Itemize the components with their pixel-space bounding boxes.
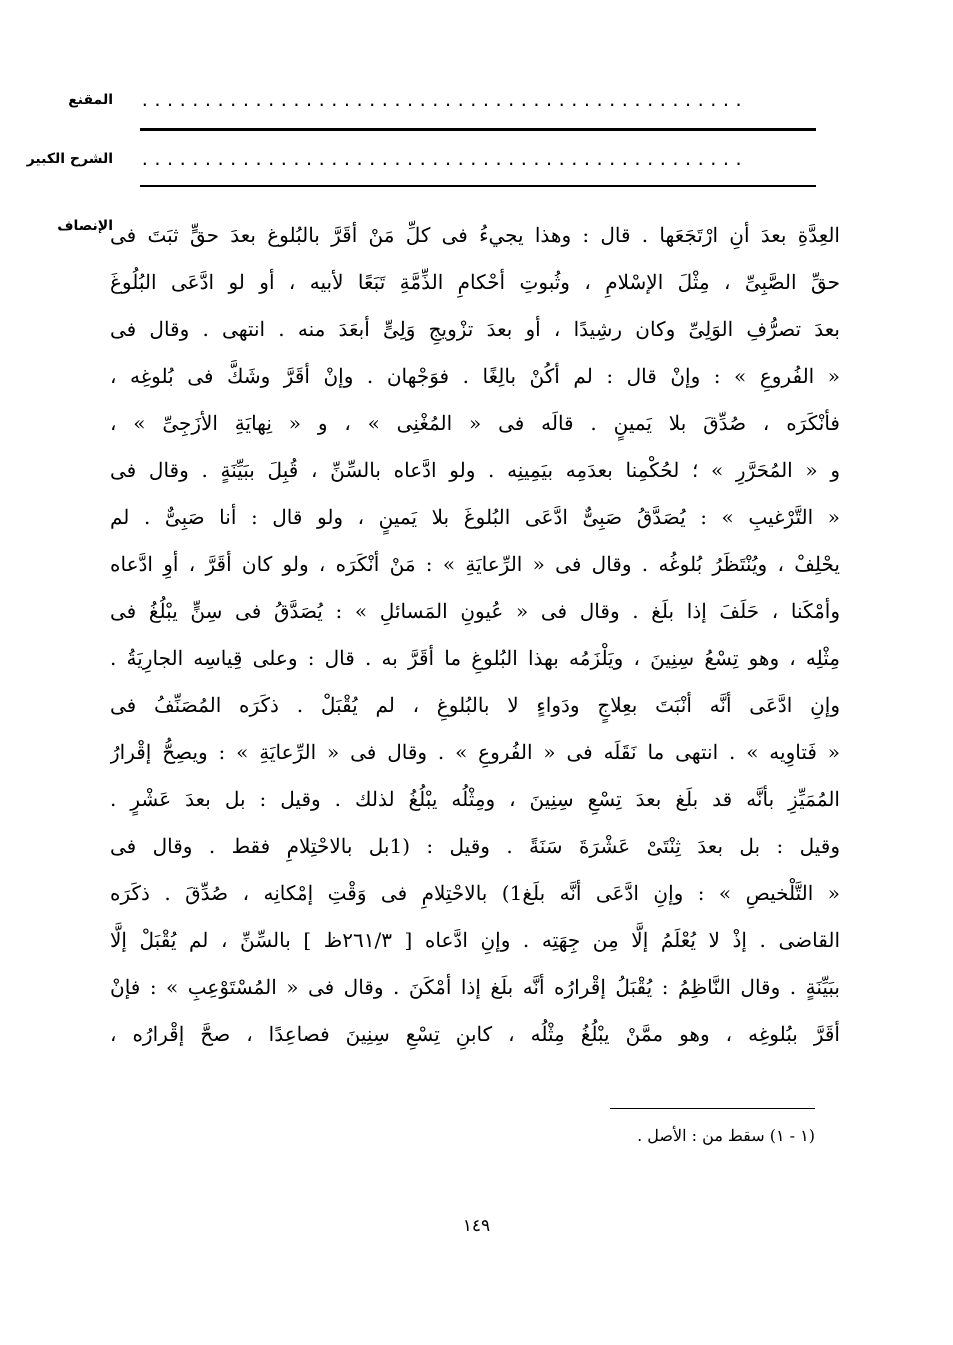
dotted-line-sharh: ................................................ (140, 155, 747, 165)
label-sharh-kabir: الشرح الكبير (26, 151, 113, 167)
text-line: « التَّلْخيصِ » : وإنِ ادَّعَى أنَّه بلَغ1) بالاحْتِلامِ فى وَقْتِ إمْكانِه ، صُدِّقَ . ذكَرَه (110, 881, 840, 905)
text-line: وأمْكَنا ، حَلَفَ إذا بلَغ . وقال فى « عُيونِ المَسائلِ » : يُصَدَّقُ فى سِنٍّ يبْلُغُ فى (110, 599, 840, 623)
main-text-block (110, 212, 840, 1092)
footnote: (١ - ١) سقط من : الأصل . (637, 1126, 815, 1145)
text-line: أقَرَّ ببُلوغِه ، وهو ممَّنْ يبْلُغُ مِثْلُه ، كابنِ تِسْعِ سِنِينَ فصاعِدًا ، صحَّ إقْرارُه ، (110, 1022, 840, 1046)
label-muqni: المقنع (68, 92, 113, 108)
text-line: « الفُروعِ » : وإنْ قال : لم أكُنْ بالِغًا . فوَجْهان . وإنْ أقَرَّ وشَكَّ فى بُلوغِه ، (110, 364, 840, 388)
text-line: المُمَيِّزِ بأنَّه قد بلَغ بعدَ تِسْعِ سِنِينَ ، ومِثْلُه يبْلُغُ لذلك . وقيل : بل بعدَ عَشْرٍ . (110, 787, 840, 811)
text-line: فأنْكَرَه ، صُدِّقَ بلا يَمينٍ . قالَه فى « المُغْنِى » ، و « نِهايَةِ الأزَجِىِّ » ، (110, 411, 840, 435)
text-line: « التَّرْغيبِ » : يُصَدَّقُ صَبِىٌّ ادَّعَى البُلوغَ بلا يَمينٍ ، ولو قال : أنا صَبِىٌّ . لم (110, 505, 840, 529)
page-number: ١٤٩ (462, 1216, 491, 1236)
section-rule-thick (140, 128, 816, 131)
section-rule (140, 185, 816, 187)
dotted-line-muqni: ................................................ (140, 96, 747, 106)
text-line: وقيل : بل بعدَ ثِنْتَىْ عَشْرَةَ سَنَةً . وقيل : (1بل بالاحْتِلامِ فقط . وقال فى (110, 834, 840, 858)
text-line: ببَيِّنَةٍ . وقال النَّاظِمُ : يُقْبَلُ إقْرارُه أنَّه بلَغ إذا أمْكَنَ . وقال فى « المُسْتَوْعِبِ » : فإنْ (110, 975, 840, 999)
text-line: مِثْلِه ، وهو تِسْعُ سِنِينَ ، ويَلْزَمُه بهذا البُلوغِ ما أقَرَّ به . قال : وعلى قِياسِه الجارِيَةُ . (110, 646, 840, 670)
text-line: وإنِ ادَّعَى أنَّه أنْبَتَ بعِلاجٍ ودَواءٍ لا بالبُلوغِ ، لم يُقْبَلْ . ذكَرَه المُصَنِّفُ فى (110, 693, 840, 717)
text-line: « فَتاوِيه » . انتهى ما نَقَلَه فى « الفُروعِ » . وقال فى « الرِّعايَةِ » : ويصِحُّ إقْرارُ (110, 740, 840, 764)
text-line: العِدَّةِ بعدَ أنِ ارْتَجَعَها . قال : وهذا يجيءُ فى كلِّ مَنْ أقَرَّ بالبُلوغ بعدَ حقٍّ ثبَتَ فى (110, 223, 840, 247)
footnote-rule (610, 1108, 815, 1109)
text-line: حقِّ الصَّبِىِّ ، مِثْلَ الإسْلامِ ، وثُبوتِ أحْكامِ الذِّمَّةِ تَبَعًا لأبيه ، أو لو ادَّعَى البُلُوغَ (110, 270, 840, 294)
text-line: القاضى . إذْ لا يُعْلَمُ إلَّا مِن جِهَتِه . وإنِ ادَّعاه [ ٢٦١/٣ظ ] بالسِّنِّ ، لم يُقْبَلْ إلَّا (110, 928, 840, 952)
text-line: بعدَ تصرُّفِ الوَلِىِّ وكان رشِيدًا ، أو بعدَ تزْويجِ وَلِىٍّ أبعَدَ منه . انتهى . وقال فى (110, 317, 840, 341)
text-line: و « المُحَرَّرِ » ؛ لحُكْمِنا بعدَمِه بيَمِينِه . ولو ادَّعاه بالسِّنِّ ، قُبِلَ ببَيِّنَةٍ . وقال فى (110, 458, 840, 482)
label-insaf: الإنصاف (57, 218, 113, 234)
text-line: يحْلِفْ ، ويُنْتَظَرُ بُلوغُه . وقال فى « الرِّعايَةِ » : مَنْ أنْكَرَه ، ولو كان أقَرَّ ، أوِ ادَّعاه (110, 552, 840, 576)
